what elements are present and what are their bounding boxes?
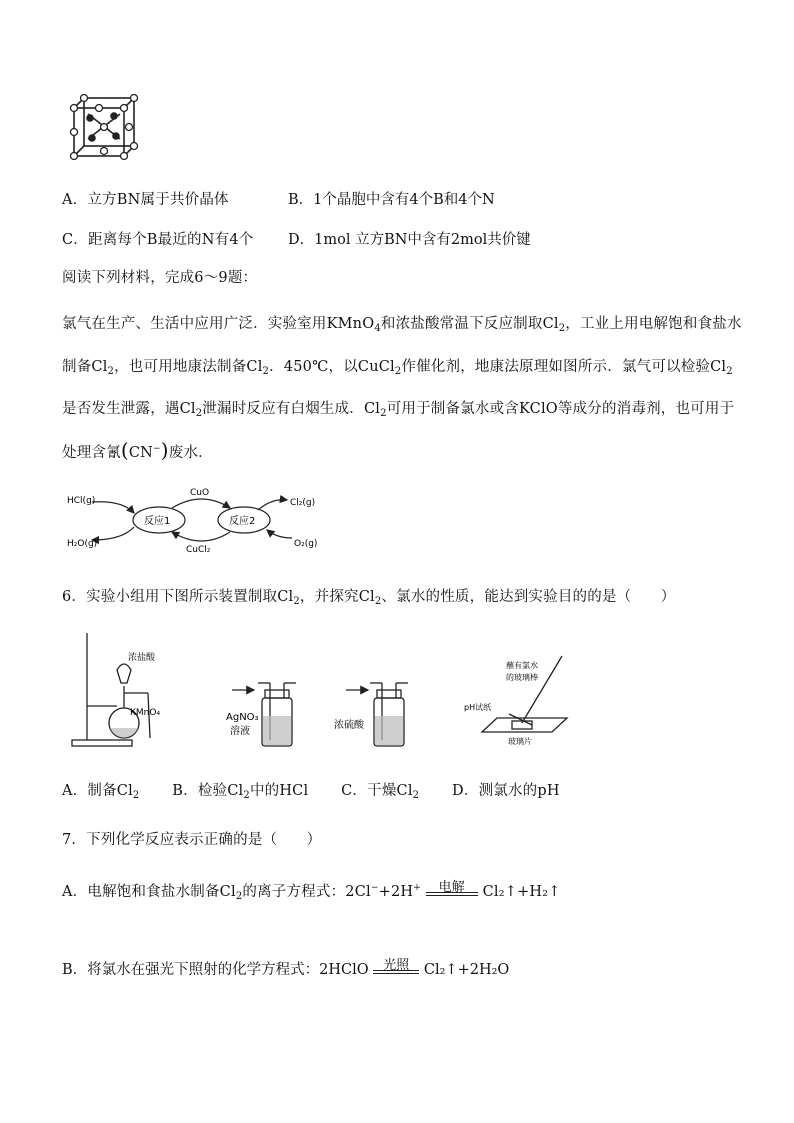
reading-line-4: 处理含氰(CN−)废水． bbox=[62, 438, 213, 462]
reading-line-3: 是否发生泄露，遇$Cl_2$泄漏时反应有白烟生成．$Cl_2$可用于制备氯水或含KClO等成分的消毒剂，也可用于 bbox=[62, 401, 735, 419]
option-b: B．1个晶胞中含有4个B和4个N bbox=[288, 192, 495, 208]
solution-label: 溶液 bbox=[230, 726, 250, 737]
rod-label: 蘸有氯水 bbox=[506, 661, 538, 670]
agno3-label: AgNO₃ bbox=[226, 712, 259, 723]
reading-line-2: 制备$Cl_2$，也可用地康法制备$Cl_2$．450℃，以CuCl$_2$作催化剂，地康法原理如图所示．氯气可以检验$Cl_2$ bbox=[62, 359, 733, 377]
q6-stem: 6．实验小组用下图所示装置制取$Cl_2$，并探究$Cl_2$、氯水的性质，能达到实验目的的是（ ） bbox=[62, 589, 676, 607]
q7-option-b: B．将氯水在强光下照射的化学方程式：2HClO 光照 Cl₂↑+2H₂O bbox=[62, 958, 509, 979]
deacon-process-diagram bbox=[62, 480, 332, 560]
bn-unit-cell-figure bbox=[68, 94, 140, 160]
q7-option-a: A．电解饱和食盐水制备$Cl_2$的离子方程式：2Cl−+2H+ 电解 Cl₂↑+H₂↑ bbox=[62, 880, 561, 902]
apparatus-figures bbox=[62, 628, 582, 750]
q6-options: A．制备$Cl_2$ B．检验$Cl_2$中的HCl C．干燥$Cl_2$ D．测氯水的pH bbox=[62, 783, 560, 801]
cl2-label: Cl₂(g) bbox=[290, 498, 316, 508]
glass-plate-label: 玻璃片 bbox=[508, 737, 532, 746]
kmno4-label: KMnO₄ bbox=[130, 708, 161, 718]
option-c: C．距离每个B最近的N有4个 bbox=[62, 232, 254, 248]
option-d: D．1mol 立方BN中含有2mol共价键 bbox=[288, 232, 531, 248]
option-a: A．立方BN属于共价晶体 bbox=[62, 192, 229, 208]
h2so4-label: 浓硫酸 bbox=[334, 720, 364, 731]
rod-label-2: 的玻璃棒 bbox=[506, 673, 538, 682]
h2o-label: H₂O(g) bbox=[67, 539, 98, 549]
reading-intro: 阅读下列材料，完成6～9题： bbox=[62, 270, 258, 286]
electrolysis-condition: 电解 bbox=[438, 880, 465, 895]
q7-stem: 7．下列化学反应表示正确的是（ ） bbox=[62, 832, 322, 848]
cucl2-label: CuCl₂ bbox=[186, 545, 211, 555]
o2-label: O₂(g) bbox=[294, 539, 318, 549]
reading-line-1: 氯气在生产、生活中应用广泛．实验室用KMnO$_4$和浓盐酸常温下反应制取$Cl_2$，工业上用电解饱和食盐水 bbox=[62, 316, 742, 334]
ph-paper-label: pH试纸 bbox=[464, 703, 492, 712]
hcl-label: HCl(g) bbox=[67, 496, 96, 506]
reaction2-label: 反应2 bbox=[229, 516, 256, 527]
light-condition: 光照 bbox=[383, 958, 410, 973]
reaction1-label: 反应1 bbox=[144, 516, 171, 527]
conc-hcl-label: 浓盐酸 bbox=[128, 653, 156, 663]
cuo-label: CuO bbox=[190, 488, 210, 498]
